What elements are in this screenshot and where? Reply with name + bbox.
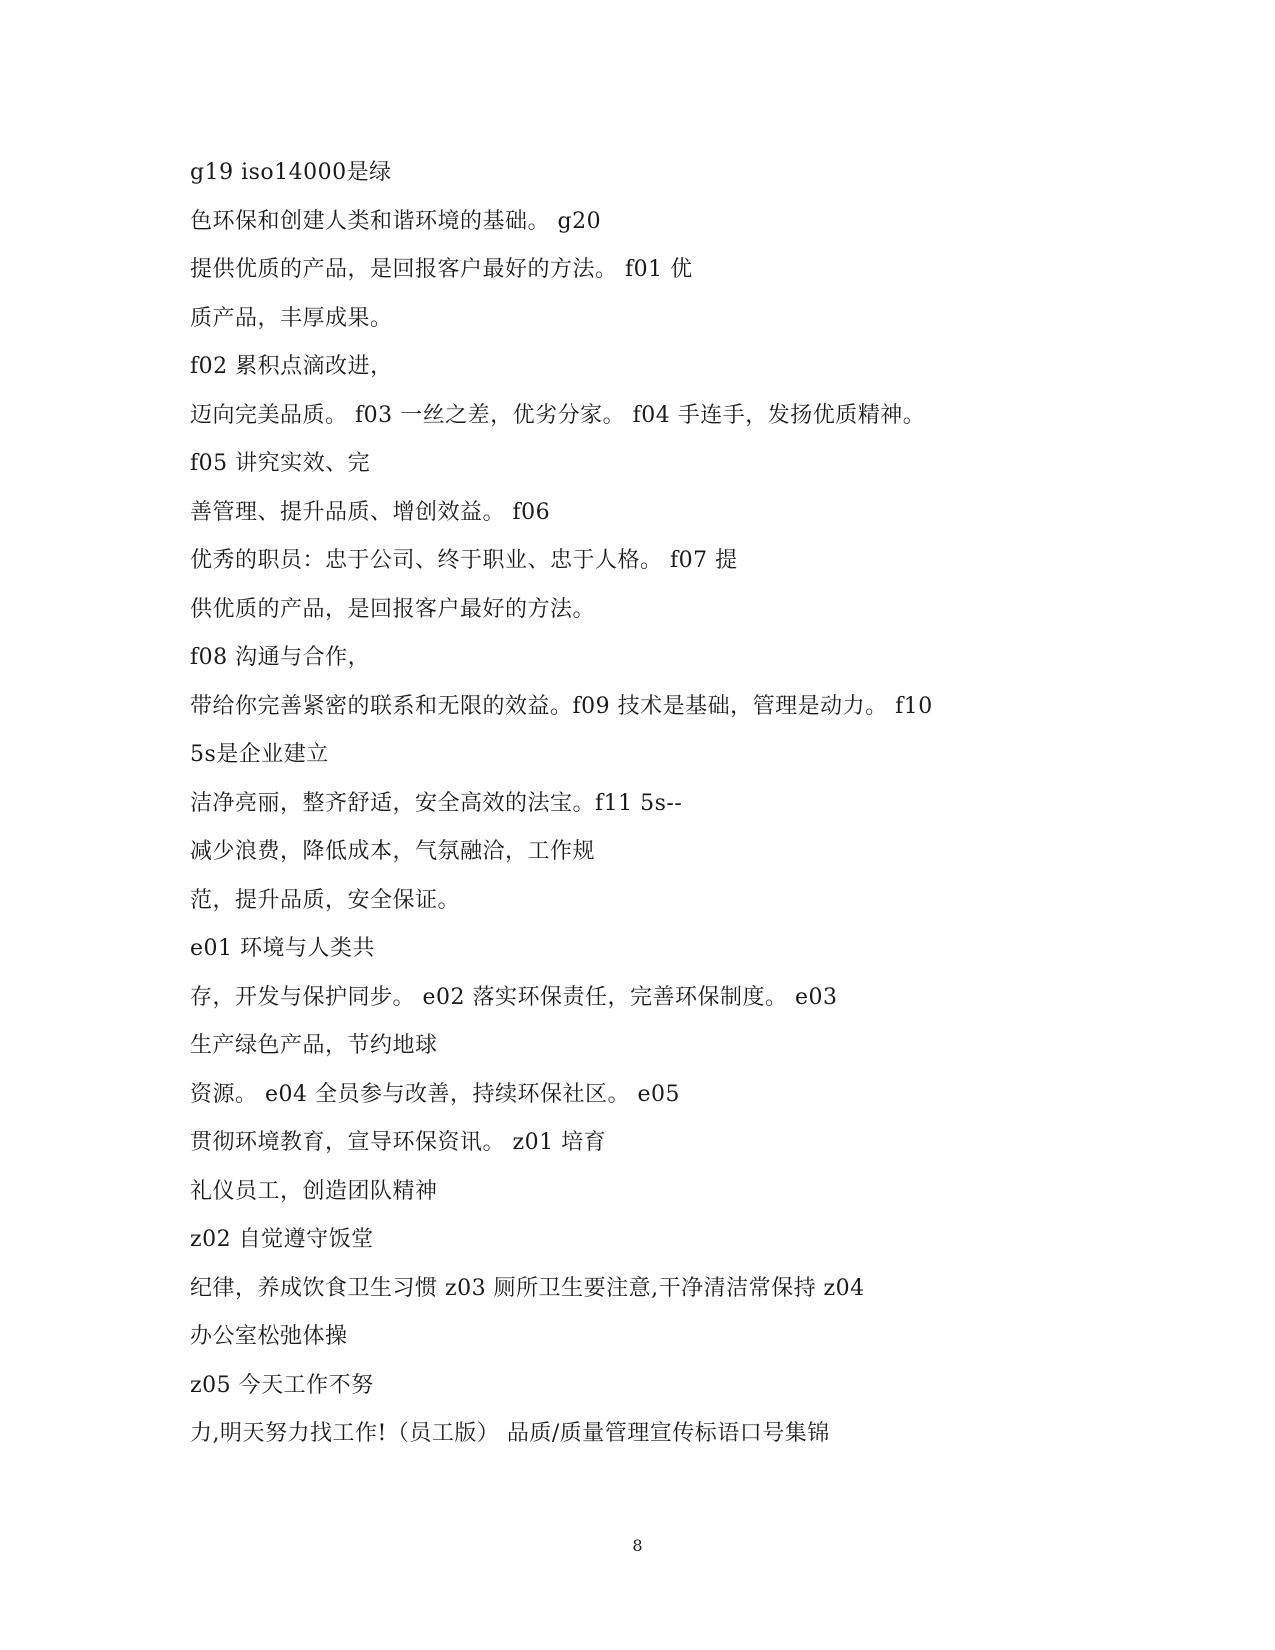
text-line: 提供优质的产品，是回报客户最好的方法。 f01 优 (190, 257, 693, 282)
text-line: 色环保和创建人类和谐环境的基础。 g20 (190, 208, 602, 234)
text-line: 范，提升品质，安全保证。 (190, 887, 461, 913)
text-line: f05 讲究实效、完 (190, 451, 371, 476)
text-line: 纪律，养成饮食卫生习惯 z03 厕所卫生要注意,干净清洁常保持 z04 (190, 1275, 865, 1301)
text-line: 洁净亮丽，整齐舒适，安全高效的法宝。f11 5s-- (190, 790, 683, 816)
text-line: g19 iso14000是绿 (190, 160, 392, 185)
text-line: 贯彻环境教育，宣导环保资讯。 z01 培育 (190, 1130, 607, 1155)
text-line: 礼仪员工，创造团队精神 (190, 1178, 438, 1204)
text-line: 存，开发与保护同步。 e02 落实环保责任，完善环保制度。 e03 (190, 984, 838, 1010)
text-line: 供优质的产品，是回报客户最好的方法。 (190, 596, 596, 622)
page-number: 8 (632, 1536, 643, 1555)
text-line: 质产品，丰厚成果。 (190, 305, 393, 331)
text-line: 生产绿色产品，节约地球 (190, 1033, 438, 1058)
text-line: 迈向完美品质。 f03 一丝之差，优劣分家。 f04 手连手，发扬优质精神。 (190, 402, 926, 428)
text-line: e01 环境与人类共 (190, 936, 376, 961)
text-line: z02 自觉遵守饭堂 (190, 1227, 374, 1252)
text-line: 办公室松弛体操 (190, 1324, 348, 1349)
document-body (190, 156, 1090, 1466)
text-line: f08 沟通与合作， (190, 645, 371, 670)
text-line: 善管理、提升品质、增创效益。 f06 (190, 499, 551, 525)
text-line: 优秀的职员：忠于公司、终于职业、忠于人格。 f07 提 (190, 548, 738, 573)
text-line: 力,明天努力找工作!（员工版） 品质/质量管理宣传标语口号集锦 (190, 1421, 830, 1446)
text-line: 减少浪费，降低成本，气氛融洽，工作规 (190, 839, 596, 864)
text-line: f02 累积点滴改进， (190, 354, 393, 379)
text-line: 5s是企业建立 (190, 742, 329, 767)
text-line: z05 今天工作不努 (190, 1372, 374, 1398)
text-line: 资源。 e04 全员参与改善，持续环保社区。 e05 (190, 1081, 681, 1107)
text-line: 带给你完善紧密的联系和无限的效益。f09 技术是基础，管理是动力。 f10 (190, 693, 933, 719)
